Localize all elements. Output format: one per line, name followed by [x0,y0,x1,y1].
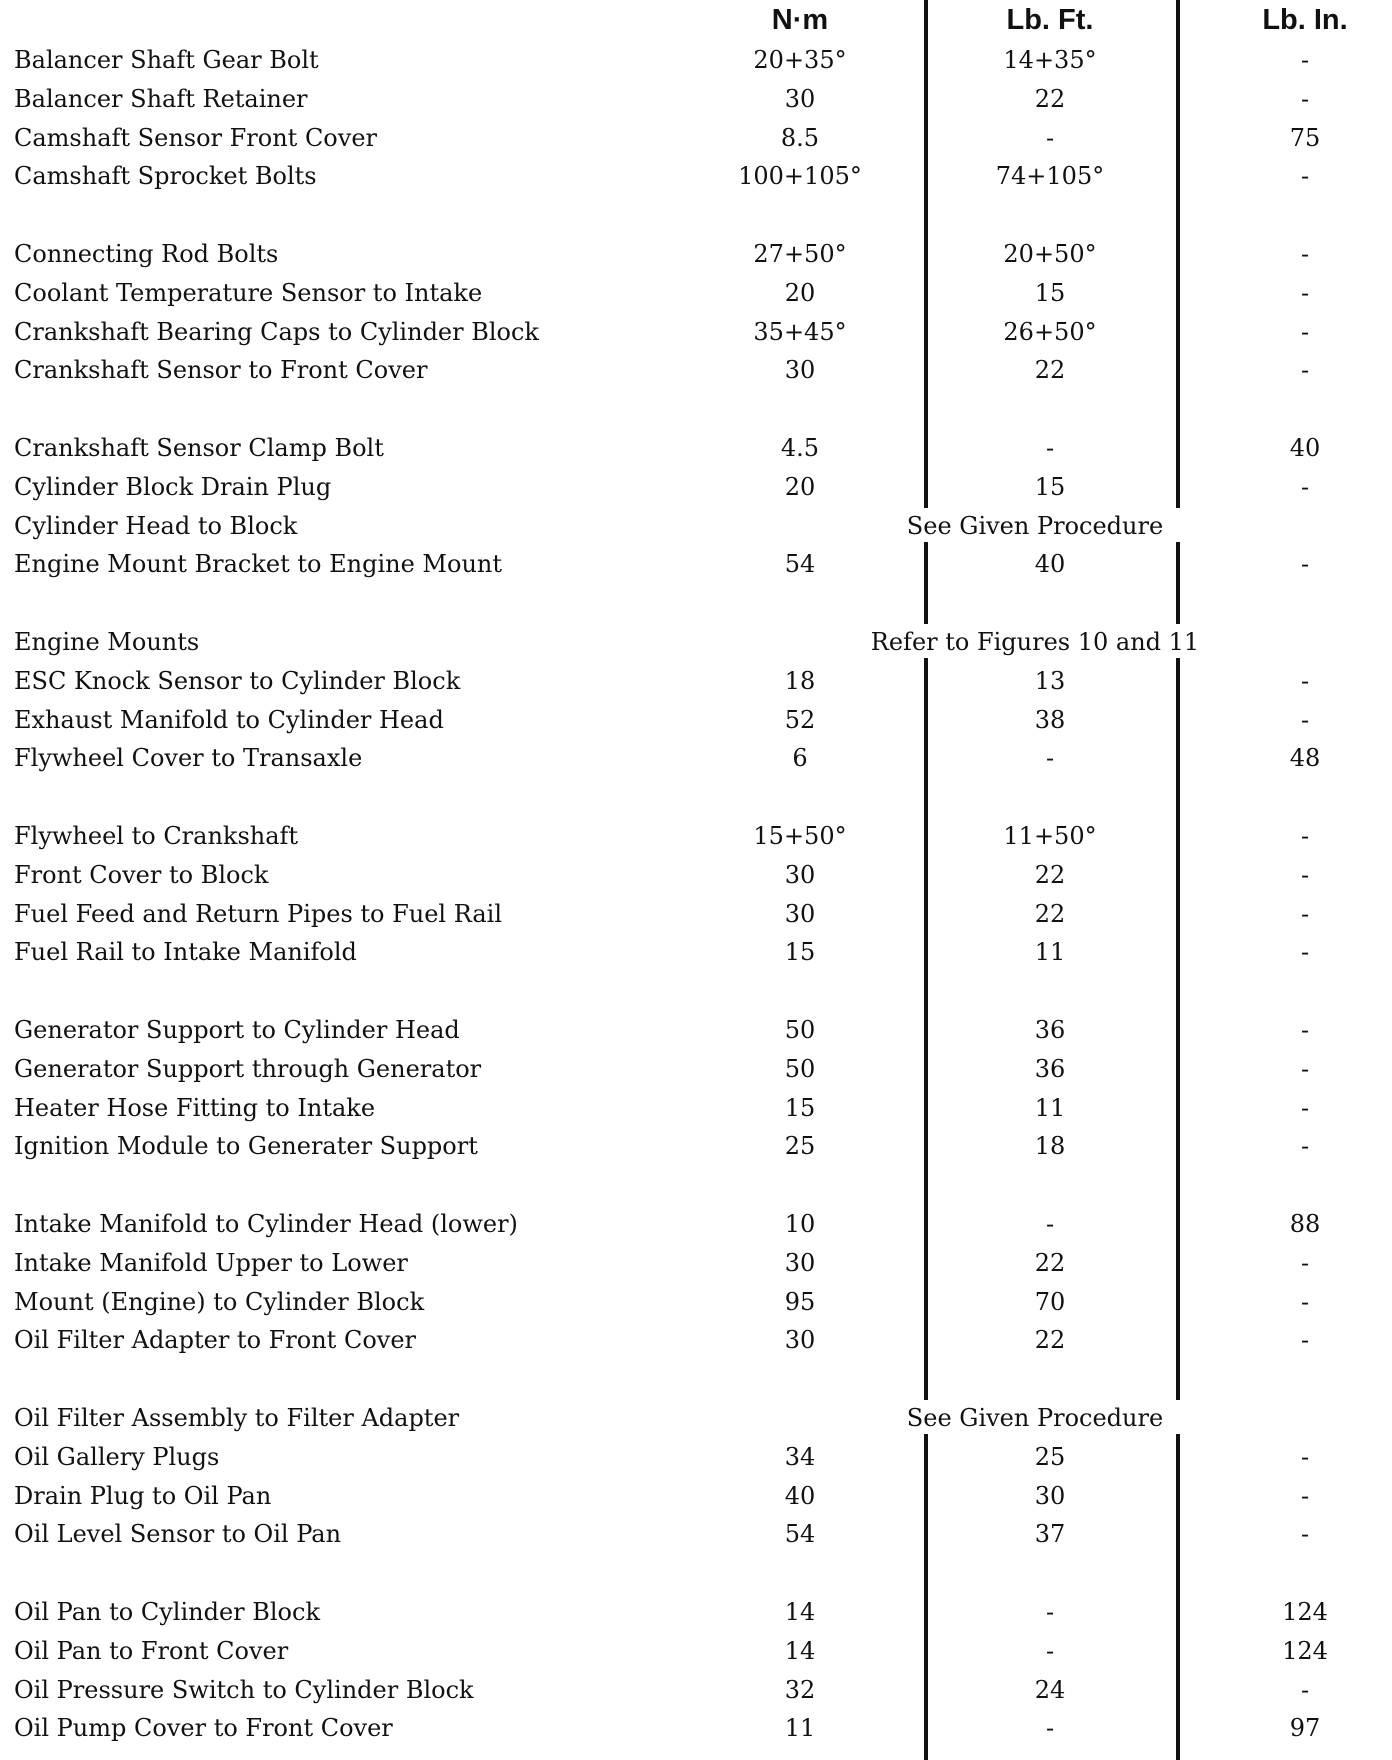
header-lb-in: Lb. In. [1262,4,1348,36]
value-lb-in: - [1300,1132,1310,1160]
value-lb-in: - [1300,938,1310,966]
value-lb-in: - [1300,1676,1310,1704]
value-nm: 54 [784,550,816,578]
value-nm: 27+50° [753,240,847,268]
value-lb-ft: 13 [1034,667,1066,695]
value-nm: 15 [784,938,816,966]
table-row [0,314,1392,352]
fastener-name: Oil Filter Adapter to Front Cover [14,1326,416,1354]
fastener-name: Generator Support through Generator [14,1055,482,1083]
value-nm: 25 [784,1132,816,1160]
value-lb-in: - [1300,861,1310,889]
table-row [0,1245,1392,1283]
value-lb-in: - [1300,822,1310,850]
fastener-name: Camshaft Sensor Front Cover [14,124,377,152]
value-lb-in: - [1300,279,1310,307]
value-lb-in: - [1300,1443,1310,1471]
value-nm: 95 [784,1288,816,1316]
value-lb-ft: - [1045,1598,1055,1626]
value-nm: 30 [784,900,816,928]
value-lb-in: 124 [1282,1637,1328,1665]
fastener-name: Flywheel Cover to Transaxle [14,744,363,772]
table-row [0,740,1392,778]
value-nm: 20+35° [753,46,847,74]
value-lb-in: - [1300,900,1310,928]
value-lb-ft: 22 [1034,85,1066,113]
value-lb-ft: 40 [1034,550,1066,578]
table-row [0,663,1392,701]
value-lb-ft: 14+35° [1003,46,1097,74]
value-nm: 20 [784,279,816,307]
value-nm: 14 [784,1598,816,1626]
value-nm: 6 [792,744,808,772]
value-lb-ft: 20+50° [1003,240,1097,268]
table-row [0,42,1392,80]
table-row [0,1516,1392,1554]
value-nm: 34 [784,1443,816,1471]
value-lb-ft: 38 [1034,706,1066,734]
fastener-name: ESC Knock Sensor to Cylinder Block [14,667,461,695]
value-lb-ft: 22 [1034,1326,1066,1354]
procedure-note: See Given Procedure [906,1404,1164,1432]
fastener-name: Oil Level Sensor to Oil Pan [14,1520,342,1548]
table-row [0,818,1392,856]
value-lb-ft: - [1045,744,1055,772]
value-lb-in: 40 [1289,434,1321,462]
table-row [0,857,1392,895]
fastener-name: Flywheel to Crankshaft [14,822,299,850]
value-nm: 50 [784,1055,816,1083]
table-row [0,1672,1392,1710]
value-lb-ft: 22 [1034,861,1066,889]
value-lb-in: 75 [1289,124,1321,152]
table-row [0,1206,1392,1244]
value-lb-in: - [1300,356,1310,384]
value-lb-ft: 18 [1034,1132,1066,1160]
value-nm: 54 [784,1520,816,1548]
value-lb-in: - [1300,1288,1310,1316]
value-nm: 32 [784,1676,816,1704]
table-row [0,1439,1392,1477]
value-lb-in: - [1300,1094,1310,1122]
fastener-name: Front Cover to Block [14,861,269,889]
value-lb-in: - [1300,1016,1310,1044]
value-nm: 40 [784,1482,816,1510]
fastener-name: Drain Plug to Oil Pan [14,1482,272,1510]
value-lb-ft: 11 [1034,1094,1066,1122]
table-row [0,120,1392,158]
value-nm: 11 [784,1714,816,1742]
value-lb-ft: 26+50° [1003,318,1097,346]
table-row [0,1051,1392,1089]
value-lb-in: - [1300,1055,1310,1083]
fastener-name: Balancer Shaft Gear Bolt [14,46,319,74]
fastener-name: Ignition Module to Generater Support [14,1132,478,1160]
table-row [0,81,1392,119]
value-lb-ft: 70 [1034,1288,1066,1316]
table-row [0,1478,1392,1516]
value-nm: 35+45° [753,318,847,346]
value-lb-ft: 15 [1034,473,1066,501]
value-lb-ft: 36 [1034,1055,1066,1083]
value-lb-in: - [1300,550,1310,578]
table-row [0,896,1392,934]
value-lb-ft: 36 [1034,1016,1066,1044]
table-row [0,546,1392,584]
table-row [0,1090,1392,1128]
table-row [0,352,1392,390]
value-nm: 30 [784,1249,816,1277]
value-lb-ft: - [1045,1637,1055,1665]
value-lb-in: - [1300,162,1310,190]
table-row [0,934,1392,972]
value-lb-in: - [1300,240,1310,268]
table-row [0,1322,1392,1360]
table-row [0,1594,1392,1632]
table-row [0,1710,1392,1748]
value-nm: 30 [784,861,816,889]
fastener-name: Cylinder Block Drain Plug [14,473,332,501]
value-nm: 14 [784,1637,816,1665]
value-nm: 18 [784,667,816,695]
value-nm: 15 [784,1094,816,1122]
value-lb-ft: 24 [1034,1676,1066,1704]
value-lb-ft: 30 [1034,1482,1066,1510]
table-row [0,1284,1392,1322]
table-row [0,1012,1392,1050]
fastener-name: Balancer Shaft Retainer [14,85,308,113]
table-row [0,1400,1392,1434]
fastener-name: Oil Pan to Cylinder Block [14,1598,320,1626]
value-lb-in: - [1300,1520,1310,1548]
value-lb-ft: 25 [1034,1443,1066,1471]
value-lb-ft: - [1045,1210,1055,1238]
value-lb-ft: 15 [1034,279,1066,307]
value-lb-in: 48 [1289,744,1321,772]
fastener-name: Oil Pan to Front Cover [14,1637,289,1665]
value-nm: 10 [784,1210,816,1238]
fastener-name: Generator Support to Cylinder Head [14,1016,460,1044]
value-nm: 20 [784,473,816,501]
fastener-name: Intake Manifold to Cylinder Head (lower) [14,1210,518,1238]
value-lb-ft: 22 [1034,900,1066,928]
fastener-name: Oil Pressure Switch to Cylinder Block [14,1676,474,1704]
value-nm: 8.5 [780,124,820,152]
value-lb-in: - [1300,706,1310,734]
table-row [0,236,1392,274]
value-lb-in: 97 [1289,1714,1321,1742]
fastener-name: Connecting Rod Bolts [14,240,279,268]
fastener-name: Fuel Feed and Return Pipes to Fuel Rail [14,900,503,928]
table-row [0,1633,1392,1671]
value-lb-ft: 37 [1034,1520,1066,1548]
value-lb-in: - [1300,473,1310,501]
value-nm: 100+105° [738,162,862,190]
value-lb-ft: 22 [1034,1249,1066,1277]
value-nm: 15+50° [753,822,847,850]
fastener-name: Mount (Engine) to Cylinder Block [14,1288,425,1316]
table-row [0,624,1392,658]
fastener-name: Oil Gallery Plugs [14,1443,220,1471]
value-lb-in: - [1300,667,1310,695]
value-lb-in: - [1300,1249,1310,1277]
table-row [0,275,1392,313]
value-lb-in: - [1300,318,1310,346]
procedure-note: Refer to Figures 10 and 11 [870,628,1200,656]
value-nm: 4.5 [780,434,820,462]
header-lb-ft: Lb. Ft. [1006,4,1094,36]
value-lb-in: - [1300,1326,1310,1354]
value-lb-ft: 74+105° [995,162,1105,190]
table-row [0,1128,1392,1166]
fastener-name: Coolant Temperature Sensor to Intake [14,279,483,307]
value-lb-ft: - [1045,434,1055,462]
table-row [0,158,1392,196]
table-row [0,430,1392,468]
fastener-name: Camshaft Sprocket Bolts [14,162,317,190]
value-lb-in: 124 [1282,1598,1328,1626]
value-lb-in: - [1300,46,1310,74]
fastener-name: Crankshaft Bearing Caps to Cylinder Block [14,318,539,346]
fastener-name: Exhaust Manifold to Cylinder Head [14,706,444,734]
fastener-name: Heater Hose Fitting to Intake [14,1094,376,1122]
fastener-name: Fuel Rail to Intake Manifold [14,938,357,966]
value-nm: 30 [784,1326,816,1354]
value-lb-ft: - [1045,1714,1055,1742]
fastener-name: Engine Mount Bracket to Engine Mount [14,550,503,578]
value-lb-in: 88 [1289,1210,1321,1238]
value-lb-ft: 11+50° [1003,822,1097,850]
value-lb-ft: - [1045,124,1055,152]
table-row [0,702,1392,740]
fastener-name: Cylinder Head to Block [14,512,298,540]
fastener-name: Crankshaft Sensor Clamp Bolt [14,434,384,462]
value-nm: 30 [784,85,816,113]
fastener-name: Engine Mounts [14,628,200,656]
fastener-name: Intake Manifold Upper to Lower [14,1249,408,1277]
header-nm: N·m [771,4,829,36]
value-nm: 52 [784,706,816,734]
fastener-name: Crankshaft Sensor to Front Cover [14,356,428,384]
table-row [0,508,1392,542]
value-lb-in: - [1300,1482,1310,1510]
value-nm: 30 [784,356,816,384]
value-lb-ft: 11 [1034,938,1066,966]
procedure-note: See Given Procedure [906,512,1164,540]
fastener-name: Oil Pump Cover to Front Cover [14,1714,393,1742]
value-nm: 50 [784,1016,816,1044]
table-row [0,469,1392,507]
value-lb-in: - [1300,85,1310,113]
value-lb-ft: 22 [1034,356,1066,384]
fastener-name: Oil Filter Assembly to Filter Adapter [14,1404,460,1432]
